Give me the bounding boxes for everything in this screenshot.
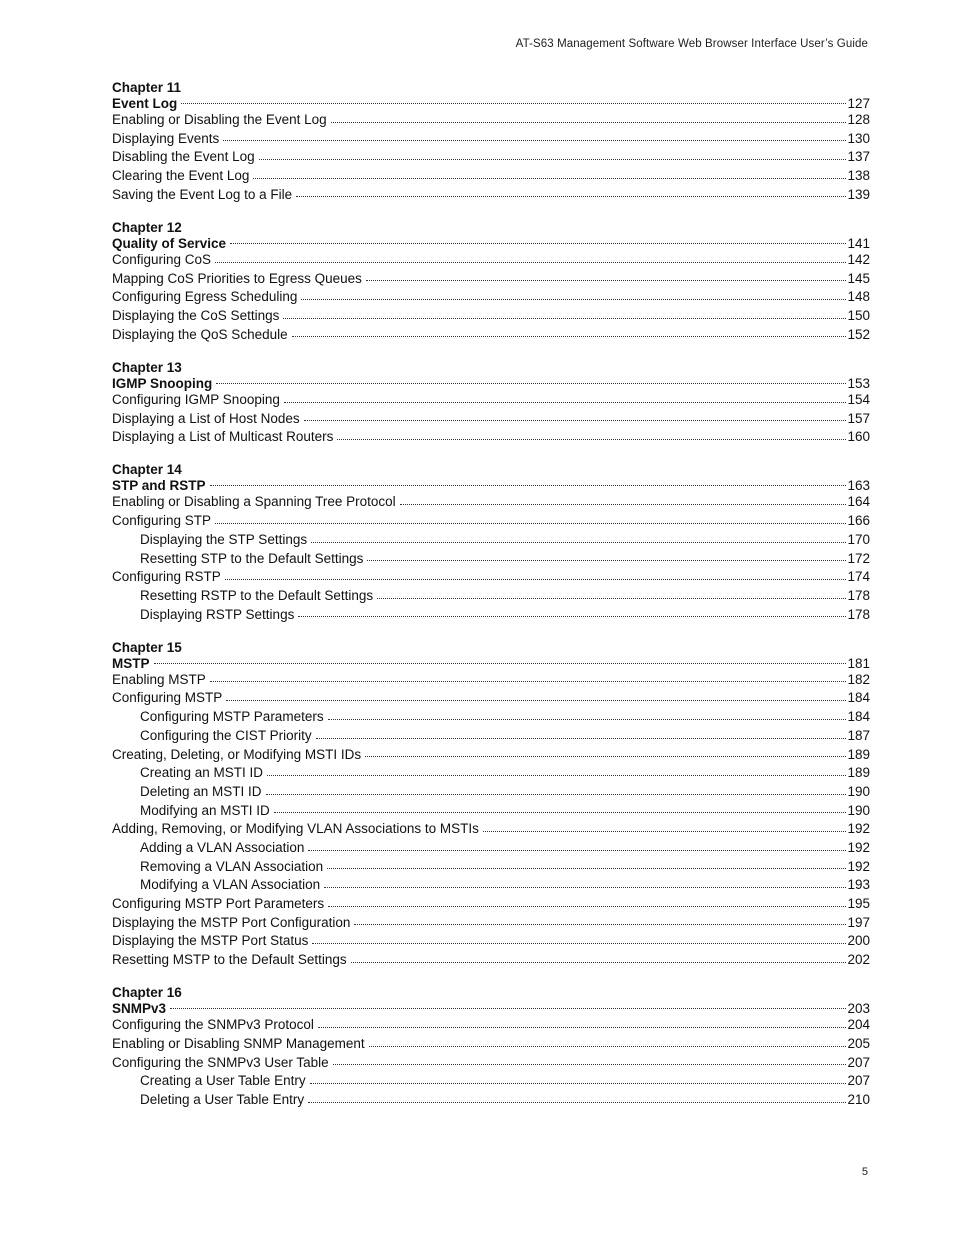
toc-page-number: 193 <box>847 877 870 893</box>
toc-entry-label: Configuring RSTP <box>112 569 221 585</box>
toc-entry-label: Clearing the Event Log <box>112 168 250 184</box>
toc-page-number: 189 <box>847 746 870 762</box>
toc-entry[interactable] <box>112 820 870 839</box>
toc-entry-label: Displaying a List of Host Nodes <box>112 410 300 426</box>
toc-page-number: 200 <box>847 933 870 949</box>
toc-page-number: 127 <box>847 96 870 111</box>
dot-leader <box>304 419 847 421</box>
toc-entry[interactable] <box>112 493 870 512</box>
dot-leader <box>327 867 846 869</box>
toc-entry-label: Enabling MSTP <box>112 671 206 687</box>
toc-page-number: 130 <box>847 130 870 146</box>
dot-leader <box>230 242 846 244</box>
dot-leader <box>308 849 846 851</box>
toc-entry-label: Enabling or Disabling a Spanning Tree Protocol <box>112 494 396 510</box>
toc-page-number: 202 <box>847 952 870 968</box>
toc-entry[interactable] <box>112 1035 870 1054</box>
toc-entry[interactable] <box>112 251 870 270</box>
toc-page-number: 195 <box>847 896 870 911</box>
dot-leader <box>333 1063 847 1065</box>
toc-entry[interactable] <box>112 391 870 410</box>
dot-leader <box>337 438 846 440</box>
toc-entry[interactable] <box>112 708 870 727</box>
dot-leader <box>351 961 847 963</box>
dot-leader <box>253 177 846 179</box>
toc-entry[interactable] <box>112 1016 870 1035</box>
dot-leader <box>181 102 846 104</box>
chapter-section <box>112 360 870 447</box>
toc-entry[interactable] <box>112 932 870 951</box>
toc-page-number: 145 <box>847 270 870 286</box>
toc-page-number: 210 <box>847 1092 870 1107</box>
toc-entry[interactable] <box>112 746 870 765</box>
chapter-title-entry[interactable] <box>112 1001 870 1016</box>
toc-entry[interactable] <box>112 783 870 802</box>
toc-entry-label: Displaying the QoS Schedule <box>112 326 288 342</box>
toc-page-number: 148 <box>847 289 870 305</box>
toc-entry[interactable] <box>112 531 870 550</box>
toc-entry-label: Mapping CoS Priorities to Egress Queues <box>112 270 362 286</box>
dot-leader <box>259 158 847 160</box>
dot-leader <box>366 279 847 281</box>
toc-page-number: 137 <box>847 149 870 165</box>
toc-page-number: 128 <box>847 112 870 127</box>
dot-leader <box>215 261 846 263</box>
toc-entry[interactable] <box>112 802 870 821</box>
dot-leader <box>216 382 846 384</box>
dot-leader <box>377 597 846 599</box>
toc-entry-label: Enabling or Disabling the Event Log <box>112 112 327 127</box>
toc-page-number: 163 <box>847 478 870 494</box>
toc-entry-label: Configuring STP <box>112 513 212 529</box>
toc-entry-label: Adding a VLAN Association <box>140 839 305 855</box>
toc-entry[interactable] <box>112 727 870 746</box>
toc-entry-label: Displaying Events <box>112 130 220 146</box>
toc-page-number: 164 <box>847 494 870 510</box>
dot-leader <box>367 559 846 561</box>
toc-page-number: 192 <box>847 821 870 837</box>
chapter-label: Chapter 12 <box>112 219 182 235</box>
dot-leader <box>292 335 847 337</box>
dot-leader <box>318 1026 847 1028</box>
dot-leader <box>331 121 847 123</box>
toc-entry[interactable] <box>112 288 870 307</box>
toc-entry-label: STP and RSTP <box>112 478 206 494</box>
toc-page-number: 184 <box>847 690 870 706</box>
toc-entry-label: Configuring Egress Scheduling <box>112 289 298 305</box>
toc-page-number: 178 <box>847 587 870 603</box>
toc-entry[interactable] <box>112 671 870 690</box>
toc-page-number: 181 <box>847 655 870 671</box>
toc-entry[interactable] <box>112 1091 870 1110</box>
toc-entry-label: Configuring CoS <box>112 251 212 267</box>
toc-entry[interactable] <box>112 270 870 289</box>
toc-page-number: 192 <box>847 858 870 874</box>
toc-entry[interactable] <box>112 587 870 606</box>
toc-entry-label: Displaying RSTP Settings <box>140 606 295 622</box>
toc-page-number: 166 <box>847 513 870 529</box>
toc-page-number: 182 <box>847 671 870 687</box>
toc-entry-label: Configuring MSTP Parameters <box>140 709 324 725</box>
toc-entry-label: Event Log <box>112 96 178 111</box>
toc-entry-label: SNMPv3 <box>112 1001 167 1017</box>
toc-page-number: 207 <box>847 1073 870 1089</box>
toc-entry-label: IGMP Snooping <box>112 375 213 391</box>
dot-leader <box>226 699 846 701</box>
toc-page-number: 141 <box>847 235 870 251</box>
toc-entry[interactable] <box>112 148 870 167</box>
toc-entry-label: Quality of Service <box>112 235 227 251</box>
toc-entry-label: Modifying an MSTI ID <box>140 802 270 818</box>
toc-page-number: 174 <box>847 569 870 585</box>
chapter-label: Chapter 11 <box>112 80 182 95</box>
dot-leader <box>284 401 847 403</box>
chapter-title-entry[interactable] <box>112 656 870 671</box>
toc-page-number: 192 <box>847 839 870 855</box>
dot-leader <box>316 737 847 739</box>
toc-entry-label: Creating a User Table Entry <box>140 1073 306 1089</box>
toc-entry-label: Creating an MSTI ID <box>140 765 264 781</box>
toc-entry[interactable] <box>112 914 870 933</box>
toc-entry[interactable] <box>112 428 870 447</box>
chapter-title-entry[interactable] <box>112 478 870 493</box>
toc-entry[interactable] <box>112 689 870 708</box>
toc-page-number: 207 <box>847 1054 870 1070</box>
toc-entry-label: Displaying the CoS Settings <box>112 308 280 323</box>
dot-leader <box>215 522 846 524</box>
dot-leader <box>274 811 847 813</box>
toc-page-number: 172 <box>847 550 870 566</box>
dot-leader <box>225 578 847 580</box>
toc-page-number: 157 <box>847 410 870 426</box>
dot-leader <box>154 662 847 664</box>
toc-entry[interactable] <box>112 111 870 130</box>
toc-entry-label: Displaying the MSTP Port Status <box>112 933 309 949</box>
dot-leader <box>365 755 846 757</box>
toc-entry[interactable] <box>112 550 870 569</box>
chapter-section <box>112 985 870 1109</box>
toc-entry[interactable] <box>112 186 870 205</box>
dot-leader <box>310 1082 847 1084</box>
toc-entry[interactable] <box>112 568 870 587</box>
toc-entry-label: Configuring the CIST Priority <box>140 727 312 743</box>
toc-page-number: 138 <box>847 168 870 184</box>
chapter-section <box>112 80 870 204</box>
toc-entry-label: Resetting MSTP to the Default Settings <box>112 952 347 968</box>
toc-entry[interactable] <box>112 951 870 970</box>
toc-entry-label: Removing a VLAN Association <box>140 858 324 874</box>
dot-leader <box>328 905 846 907</box>
dot-leader <box>266 793 847 795</box>
dot-leader <box>312 942 846 944</box>
toc-page-number: 190 <box>847 802 870 818</box>
chapter-label: Chapter 14 <box>112 462 182 478</box>
toc-page-number: 178 <box>847 606 870 622</box>
toc-entry[interactable] <box>112 326 870 345</box>
toc-entry[interactable] <box>112 1054 870 1073</box>
toc-entry-label: Displaying a List of Multicast Routers <box>112 429 334 445</box>
toc-page-number: 197 <box>847 914 870 930</box>
toc-page-number: 153 <box>847 375 870 391</box>
dot-leader <box>311 541 846 543</box>
toc-page-number: 190 <box>847 783 870 799</box>
toc-entry-label: Saving the Event Log to a File <box>112 186 293 202</box>
toc-entry[interactable] <box>112 130 870 149</box>
toc-entry-label: MSTP <box>112 655 150 671</box>
toc-entry[interactable] <box>112 512 870 531</box>
chapter-label: Chapter 13 <box>112 359 182 375</box>
dot-leader <box>324 886 846 888</box>
chapter-title-entry[interactable] <box>112 376 870 391</box>
chapter-label: Chapter 16 <box>112 985 182 1001</box>
toc-page-number: 170 <box>847 531 870 547</box>
toc-entry-label: Disabling the Event Log <box>112 149 255 165</box>
dot-leader <box>301 298 846 300</box>
toc-entry-label: Resetting RSTP to the Default Settings <box>140 587 374 603</box>
dot-leader <box>483 830 847 832</box>
toc-page-number: 184 <box>847 709 870 725</box>
toc-page-number: 205 <box>847 1035 870 1051</box>
dot-leader <box>210 680 847 682</box>
toc-entry-label: Configuring IGMP Snooping <box>112 391 280 407</box>
dot-leader <box>400 503 847 505</box>
toc-entry[interactable] <box>112 167 870 186</box>
toc-page-number: 139 <box>847 186 870 202</box>
dot-leader <box>267 774 846 776</box>
running-header: AT-S63 Management Software Web Browser Interface User’s Guide <box>515 38 868 50</box>
toc-page-number: 160 <box>847 429 870 445</box>
toc-page-number: 187 <box>847 727 870 743</box>
toc-entry-label: Modifying a VLAN Association <box>140 877 321 893</box>
toc-entry-label: Enabling or Disabling SNMP Management <box>112 1035 365 1051</box>
toc-entry[interactable] <box>112 410 870 429</box>
toc-entry-label: Displaying the STP Settings <box>140 531 308 547</box>
toc-entry-label: Deleting an MSTI ID <box>140 783 262 799</box>
chapter-title-entry[interactable] <box>112 236 870 251</box>
dot-leader <box>308 1101 846 1103</box>
toc-entry[interactable] <box>112 1072 870 1091</box>
dot-leader <box>354 923 846 925</box>
toc-entry-label: Adding, Removing, or Modifying VLAN Associations to MSTIs <box>112 821 479 837</box>
dot-leader <box>223 139 846 141</box>
toc-page-number: 142 <box>847 251 870 267</box>
toc-entry-label: Resetting STP to the Default Settings <box>140 550 364 566</box>
toc-page-number: 154 <box>847 391 870 407</box>
toc-entry[interactable] <box>112 307 870 326</box>
toc-page-number: 150 <box>847 308 870 323</box>
toc-entry[interactable] <box>112 895 870 914</box>
dot-leader <box>328 718 847 720</box>
toc-entry-label: Creating, Deleting, or Modifying MSTI IDs <box>112 746 362 762</box>
chapter-section <box>112 462 870 624</box>
dot-leader <box>210 484 847 486</box>
toc-entry[interactable] <box>112 839 870 858</box>
toc-page-number: 203 <box>847 1001 870 1017</box>
toc-entry[interactable] <box>112 876 870 895</box>
toc-entry[interactable] <box>112 858 870 877</box>
toc-entry-label: Configuring MSTP Port Parameters <box>112 896 325 911</box>
toc-entry-label: Configuring the SNMPv3 User Table <box>112 1054 329 1070</box>
table-of-contents <box>112 80 870 1125</box>
dot-leader <box>170 1007 846 1009</box>
chapter-section <box>112 220 870 344</box>
dot-leader <box>369 1045 847 1047</box>
toc-entry-label: Displaying the MSTP Port Configuration <box>112 914 351 930</box>
chapter-label: Chapter 15 <box>112 639 182 655</box>
toc-page-number: 189 <box>847 765 870 781</box>
toc-entry[interactable] <box>112 764 870 783</box>
dot-leader <box>283 317 846 319</box>
chapter-section <box>112 640 870 970</box>
toc-entry[interactable] <box>112 606 870 625</box>
chapter-title-entry[interactable] <box>112 96 870 111</box>
toc-entry-label: Configuring the SNMPv3 Protocol <box>112 1017 314 1033</box>
page-number: 5 <box>861 1166 868 1178</box>
toc-page-number: 204 <box>847 1017 870 1033</box>
toc-entry-label: Configuring MSTP <box>112 690 223 706</box>
toc-entry-label: Deleting a User Table Entry <box>140 1092 305 1107</box>
dot-leader <box>296 195 846 197</box>
dot-leader <box>298 615 846 617</box>
toc-page-number: 152 <box>847 326 870 342</box>
